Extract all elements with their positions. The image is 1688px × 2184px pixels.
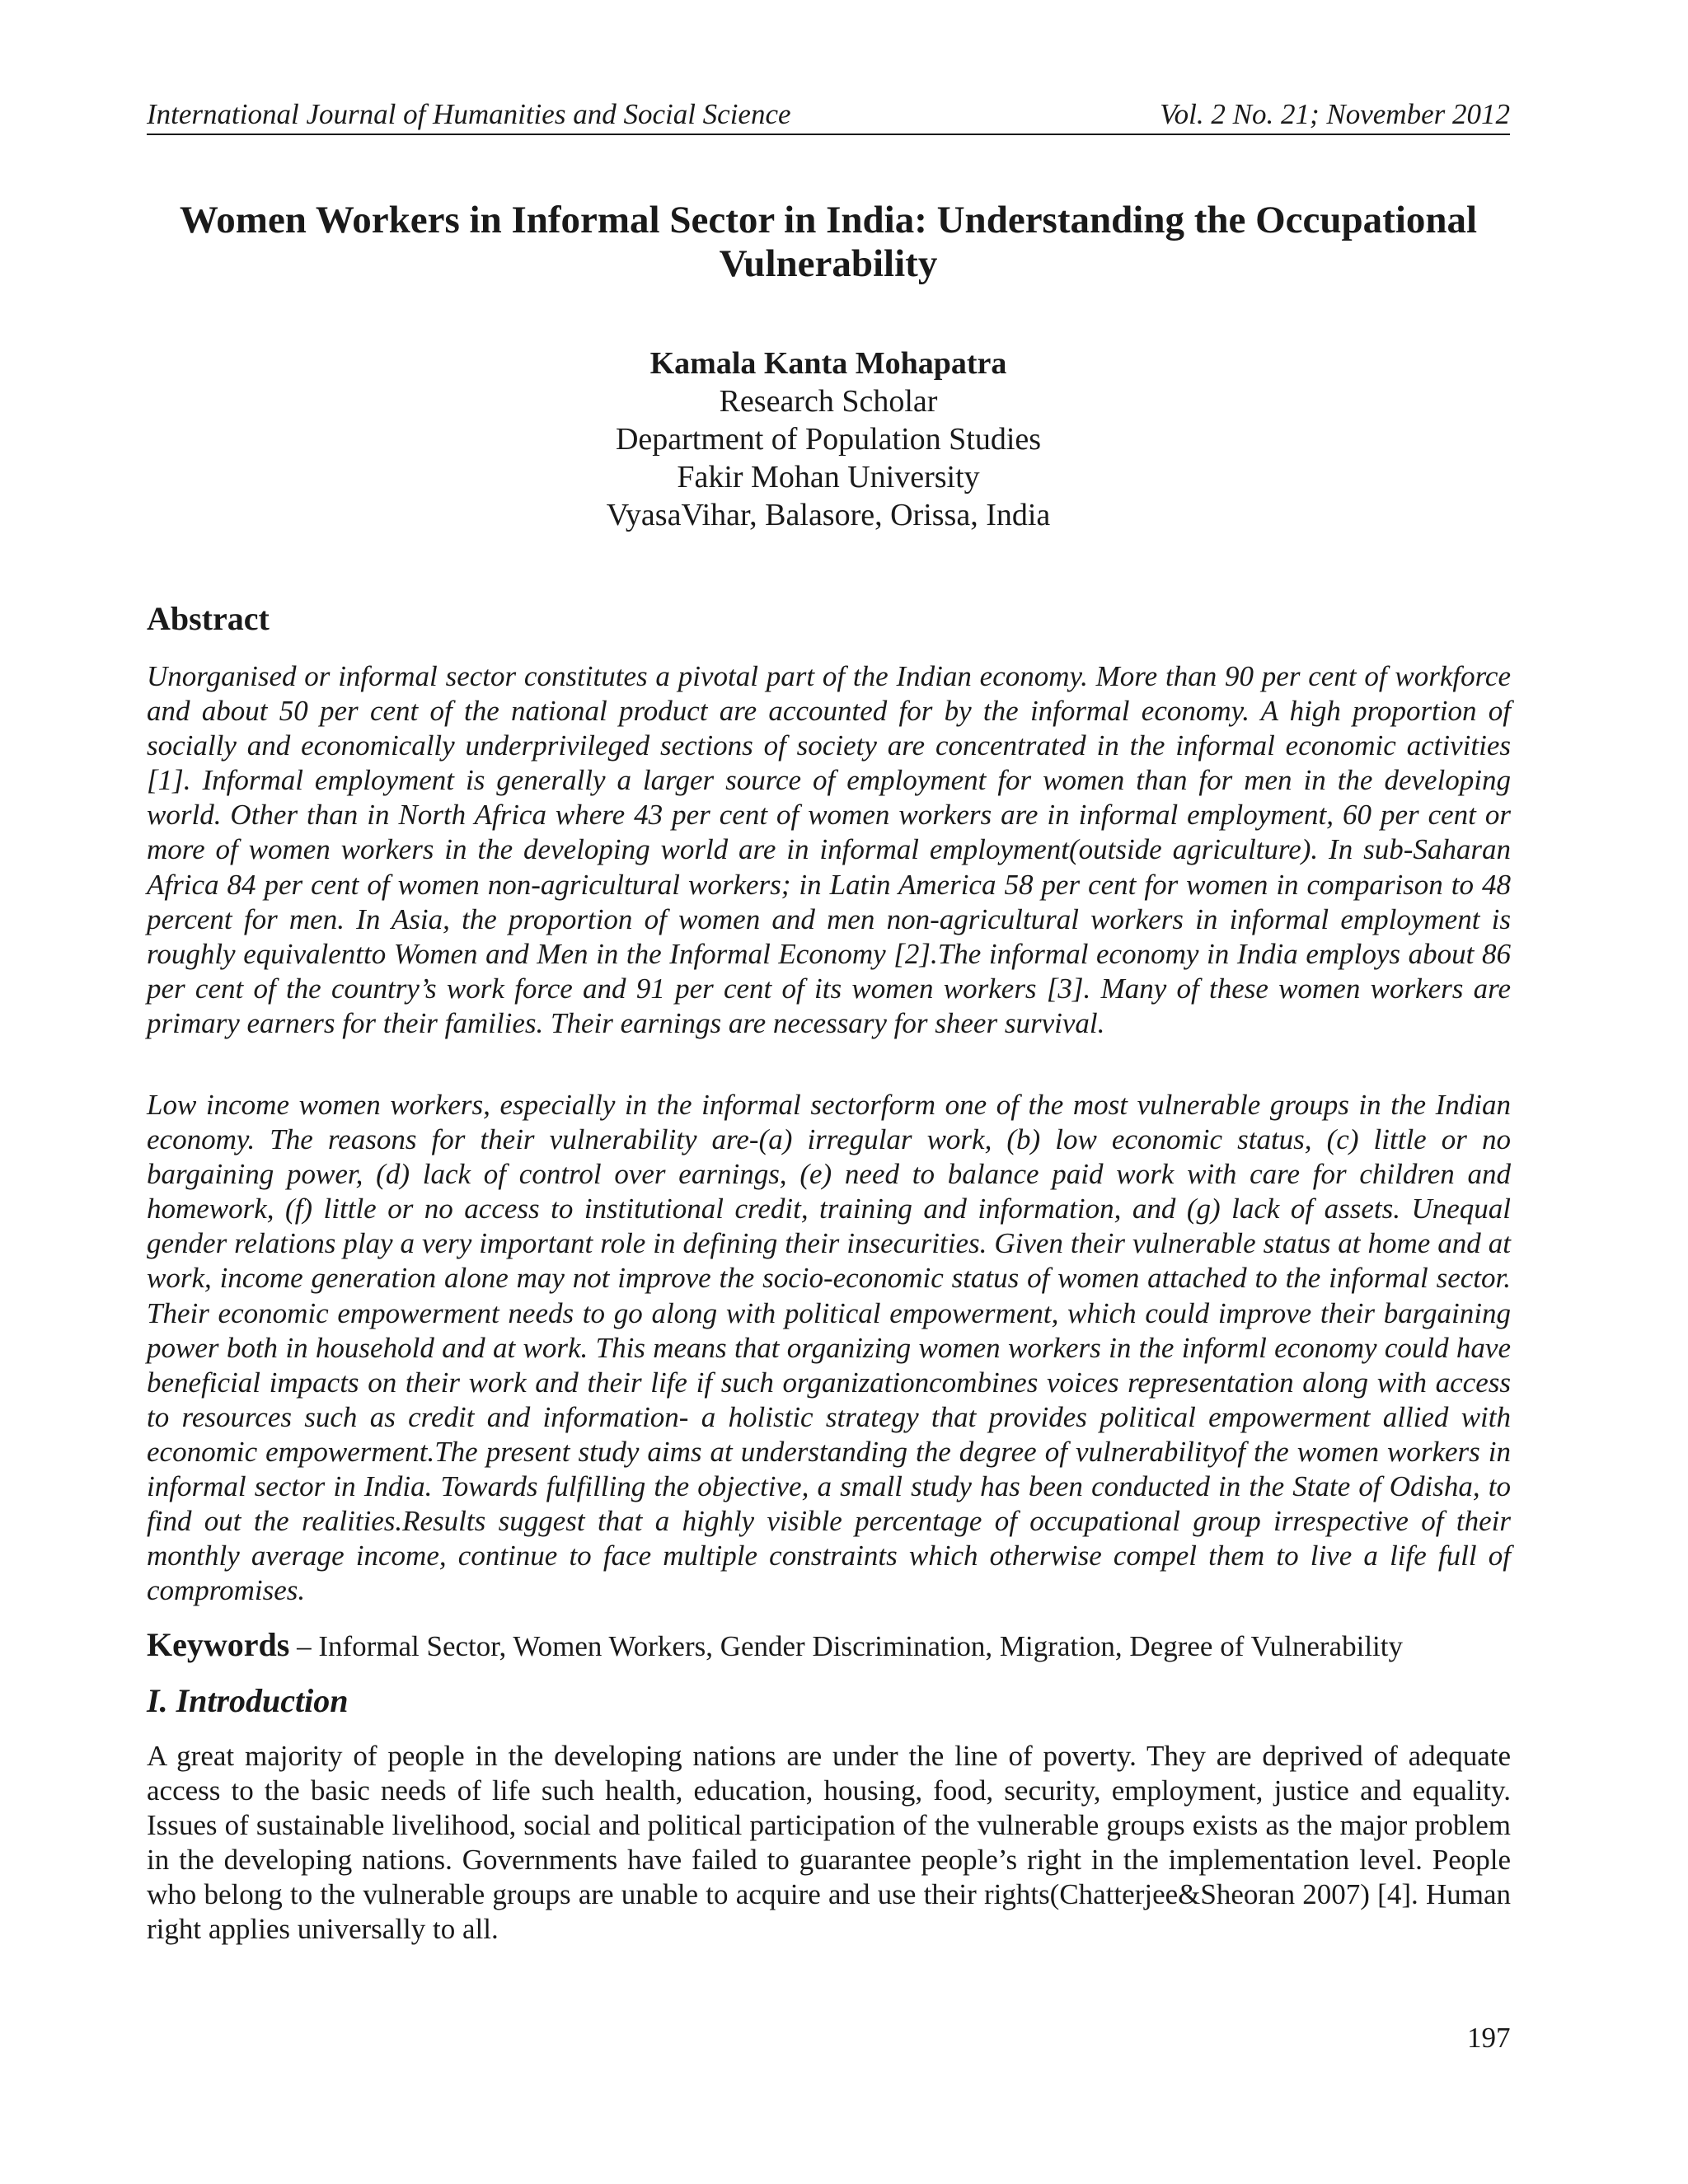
abstract-paragraph: Unorganised or informal sector constitutes a pivotal part of the Indian economy. More than 90 per cent of workforce and about 50 per cent of the national product are accounted for by the informal economy. A high proportion of socially and economically underprivileged sections of society are concentrated in the informal economic activities [1]. Informal employment is generally a larger source of employment for women than for men in the developing world. Other than in North Africa where 43 per cent of women workers are in informal employment, 60 per cent or more of women workers in the developing world are in informal employment(outside agriculture). In sub-Saharan Africa 84 per cent of women non-agricultural workers; in Latin America 58 per cent for women in comparison to 48 percent for men. In Asia, the proportion of women and men non-agricultural workers in informal employment is roughly equivalentto Women and Men in the Informal Economy [2].The informal economy in India employs about 86 per cent of the country’s work force and 91 per cent of its women workers [3]. Many of these women workers are primary earners for their families. Their earnings are necessary for sheer survival. — [147, 660, 1511, 1039]
page-number: 197 — [1467, 2022, 1511, 2054]
keywords-list: – Informal Sector, Women Workers, Gender Discrimination, Migration, Degree of Vulnerability — [289, 1630, 1403, 1662]
running-header — [147, 97, 1510, 135]
section-heading-introduction: I. Introduction — [147, 1682, 349, 1719]
author-name: Kamala Kanta Mohapatra — [649, 346, 1007, 381]
keywords-label: Keywords — [147, 1626, 290, 1663]
journal-name: International Journal of Humanities and Social Science — [147, 98, 791, 130]
abstract-paragraph: Low income women workers, especially in the informal sectorform one of the most vulnerable groups in the Indian economy. The reasons for their vulnerability are-(a) irregular work, (b) low economic status, (c) little or no bargaining power, (d) lack of control over earnings, (e) need to balance paid work with care for children and homework, (f) little or no access to institutional credit, training and information, and (g) lack of assets. Unequal gender relations play a very important role in defining their insecurities. Given their vulnerable status at home and at work, income generation alone may not improve the socio-economic status of women attached to the informal sector. Their economic empowerment needs to go along with political empowerment, which could improve their bargaining power both in household and at work. This means that organizing women workers in the informl economy could have beneficial impacts on their work and their life if such organizationcombines voices representation along with access to resources such as credit and information- a holistic strategy that provides political empowerment allied with economic empowerment.The present study aims at understanding the degree of vulnerabilityof the women workers in informal sector in India. Towards fulfilling the objective, a small study has been conducted in the State of Odisha, to find out the realities.Results suggest that a highly visible percentage of occupational group irrespective of their monthly average income, continue to face multiple constraints which otherwise compel them to live a life full of compromises. — [147, 1089, 1511, 1607]
keywords — [147, 1628, 1511, 1664]
issue-info: Vol. 2 No. 21; November 2012 — [1160, 98, 1510, 130]
author-role: Research Scholar — [719, 384, 938, 419]
introduction-paragraph: A great majority of people in the developing nations are under the line of poverty. They are deprived of adequate access to the basic needs of life such health, education, housing, food, security, employment, justice and equality. Issues of sustainable livelihood, social and political participation of the vulnerable groups exists as the major problem in the developing nations. Governments have failed to guarantee people’s right in the implementation level. People who belong to the vulnerable groups are unable to acquire and use their rights(Chatterjee&Sheoran 2007) [4]. Human right applies universally to all. — [147, 1740, 1511, 1946]
author-university: Fakir Mohan University — [677, 460, 980, 494]
paper-title: Women Workers in Informal Sector in India: Understanding the Occupational Vulnerability — [179, 199, 1478, 285]
abstract-heading: Abstract — [147, 600, 270, 637]
author-block — [147, 344, 1510, 534]
author-address: VyasaVihar, Balasore, Orissa, India — [606, 498, 1051, 532]
author-department: Department of Population Studies — [615, 422, 1042, 457]
